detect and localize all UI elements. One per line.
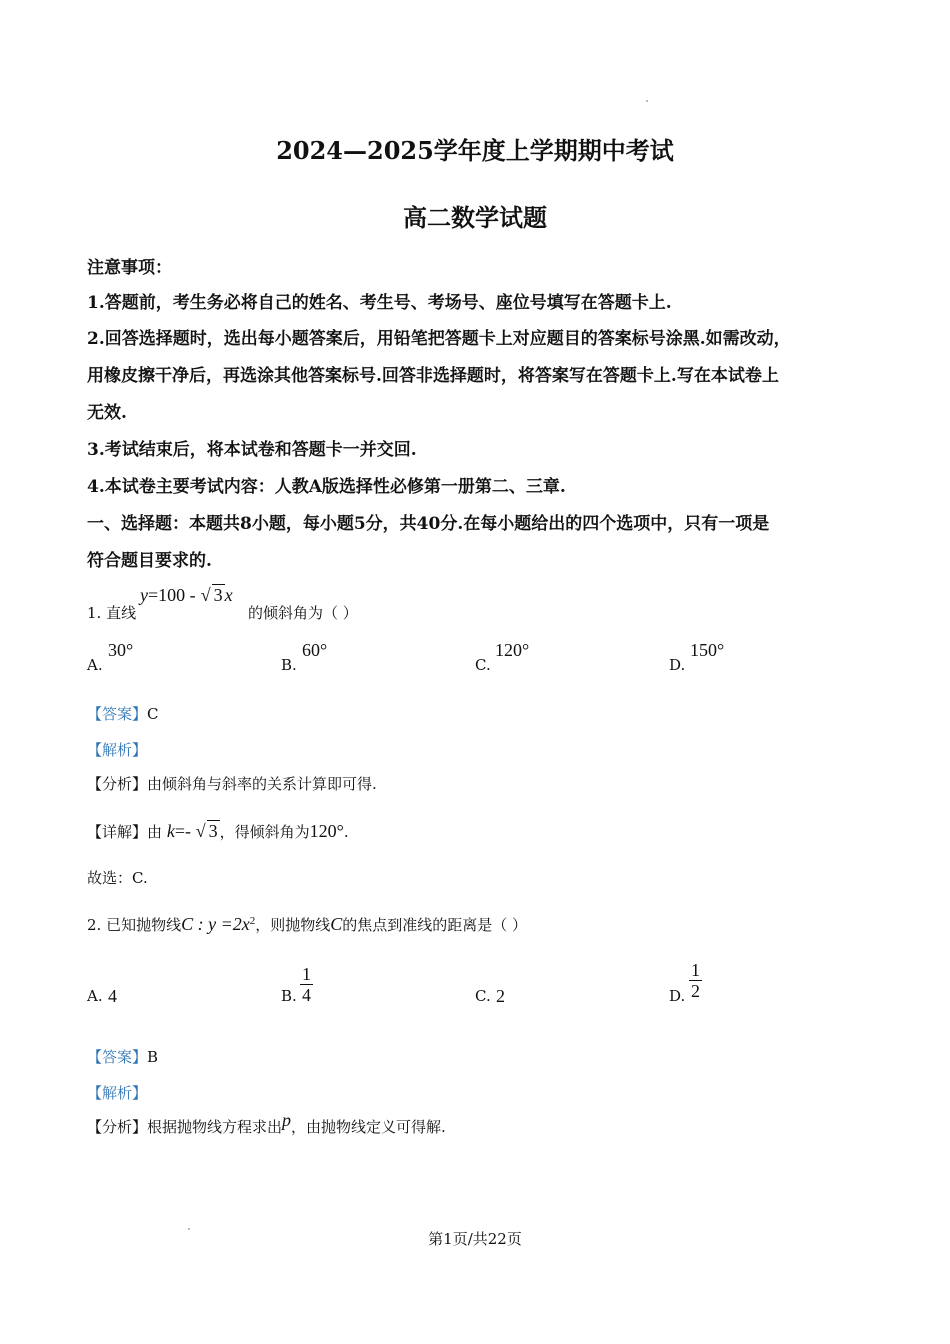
q2-fenxi-p: p bbox=[282, 1110, 292, 1130]
note-item-1: 1.答题前，考生务必将自己的姓名、考生号、考场号、座位号填写在答题卡上. bbox=[87, 293, 672, 313]
q1-xiangjie-sqrt: 3 bbox=[208, 821, 218, 841]
q1-xiangjie-k: k bbox=[166, 821, 175, 841]
q1-suffix: 的倾斜角为（ ） bbox=[248, 604, 358, 622]
note-item-2-line-1: 2.回答选择题时，选出每小题答案后，用铅笔把答题卡上对应题目的答案标号涂黑.如需改动， bbox=[87, 329, 791, 349]
scan-dot bbox=[646, 100, 648, 102]
q2-option-d-fraction bbox=[689, 960, 702, 1001]
q1-xiangjie-tag: 【详解】 bbox=[87, 823, 148, 841]
note-item-2-line-3: 无效. bbox=[87, 403, 127, 423]
q1-option-b-value: 60° bbox=[302, 640, 328, 660]
notes-heading: 注意事项： bbox=[87, 258, 172, 278]
note-item-2-line-2: 用橡皮擦干净后，再选涂其他答案标号.回答非选择题时，将答案写在答题卡上.写在本试卷上 bbox=[87, 366, 779, 386]
q1-eq-sqrt: 3 bbox=[213, 585, 223, 605]
q2-answer: B bbox=[147, 1048, 159, 1066]
q2-analysis-tag: 【解析】 bbox=[87, 1084, 148, 1102]
section-heading-line-1: 一、选择题：本题共8小题，每小题5分，共40分.在每小题给出的四个选项中，只有一项是 bbox=[87, 514, 770, 534]
q2-mid: ，则抛物线 bbox=[255, 916, 331, 934]
q2-option-b-letter: B. bbox=[281, 987, 297, 1005]
q1-guxuan: 故选：C. bbox=[87, 869, 148, 887]
q1-option-d-value: 150° bbox=[690, 640, 725, 660]
q1-equation bbox=[140, 584, 233, 606]
q1-prefix: 1. 直线 bbox=[87, 604, 137, 622]
q1-fenxi-tag: 【分析】 bbox=[87, 775, 148, 793]
q2-c: C bbox=[330, 914, 343, 934]
q2-option-a-value: 4 bbox=[108, 986, 117, 1006]
sqrt-symbol: √ bbox=[195, 821, 206, 841]
q2-option-b-num: 1 bbox=[302, 964, 311, 984]
q2-eq-sup: 2 bbox=[249, 915, 256, 927]
note-item-4: 4.本试卷主要考试内容：人教A版选择性必修第一册第二、三章. bbox=[87, 477, 566, 497]
q1-option-d-letter: D. bbox=[669, 656, 686, 674]
q2-answer-line bbox=[87, 1046, 158, 1067]
q1-answer-tag: 【答案】 bbox=[87, 705, 148, 723]
q2-fenxi-post: ，由抛物线定义可得解. bbox=[291, 1118, 446, 1136]
q1-analysis-tag: 【解析】 bbox=[87, 741, 148, 759]
q1-fenxi: 由倾斜角与斜率的关系计算即可得. bbox=[147, 775, 377, 793]
q1-fenxi-line bbox=[87, 773, 377, 794]
q1-xiangjie-end: . bbox=[343, 823, 349, 841]
q1-xiangjie-pre: 由 bbox=[147, 823, 163, 841]
q2-prefix: 2. 已知抛物线 bbox=[87, 916, 182, 934]
q2-suffix: 的焦点到准线的距离是（ ） bbox=[342, 916, 528, 934]
note-item-3: 3.考试结束后，将本试卷和答题卡一并交回. bbox=[87, 440, 417, 460]
q2-fenxi-line bbox=[87, 1110, 446, 1137]
q1-option-a-value: 30° bbox=[108, 640, 134, 660]
q1-answer-line bbox=[87, 703, 159, 724]
q1-option-a-letter: A. bbox=[87, 656, 103, 674]
q1-option-c-value: 120° bbox=[495, 640, 530, 660]
q2-option-b-fraction bbox=[300, 964, 313, 1005]
q2-option-d-num: 1 bbox=[691, 960, 700, 980]
q2-option-d-den: 2 bbox=[691, 981, 700, 1001]
q1-option-b-letter: B. bbox=[281, 656, 297, 674]
q2-eq: C : y =2x bbox=[181, 914, 250, 934]
q1-eq-x: x bbox=[224, 585, 233, 605]
q2-option-c-letter: C. bbox=[475, 987, 491, 1005]
section-heading-line-2: 符合题目要求的. bbox=[87, 551, 212, 571]
q1-answer: C bbox=[147, 705, 159, 723]
q1-eq-y: y bbox=[140, 585, 148, 605]
q2-fenxi-tag: 【分析】 bbox=[87, 1118, 148, 1136]
exam-subtitle: 高二数学试题 bbox=[403, 203, 547, 232]
q1-option-c-letter: C. bbox=[475, 656, 491, 674]
q2-option-a-letter: A. bbox=[87, 987, 103, 1005]
q2-line bbox=[87, 914, 527, 935]
q2-option-c-value: 2 bbox=[496, 986, 505, 1006]
exam-title: 2024—2025学年度上学期期中考试 bbox=[276, 136, 674, 165]
q1-xiangjie-val: 120° bbox=[309, 821, 344, 841]
q2-option-d-letter: D. bbox=[669, 987, 686, 1005]
page-footer: 第1页/共22页 bbox=[428, 1230, 522, 1248]
q2-option-b-den: 4 bbox=[302, 985, 311, 1005]
q2-fenxi-pre: 根据抛物线方程求出 bbox=[147, 1118, 283, 1136]
sqrt-symbol: √ bbox=[200, 585, 211, 605]
q1-xiangjie-mid: ，得倾斜角为 bbox=[219, 823, 310, 841]
q1-eq-mid: =100 - bbox=[148, 585, 196, 605]
q1-xiangjie-eq: =- bbox=[174, 821, 191, 841]
q2-answer-tag: 【答案】 bbox=[87, 1048, 148, 1066]
q1-xiangjie-line bbox=[87, 820, 349, 842]
